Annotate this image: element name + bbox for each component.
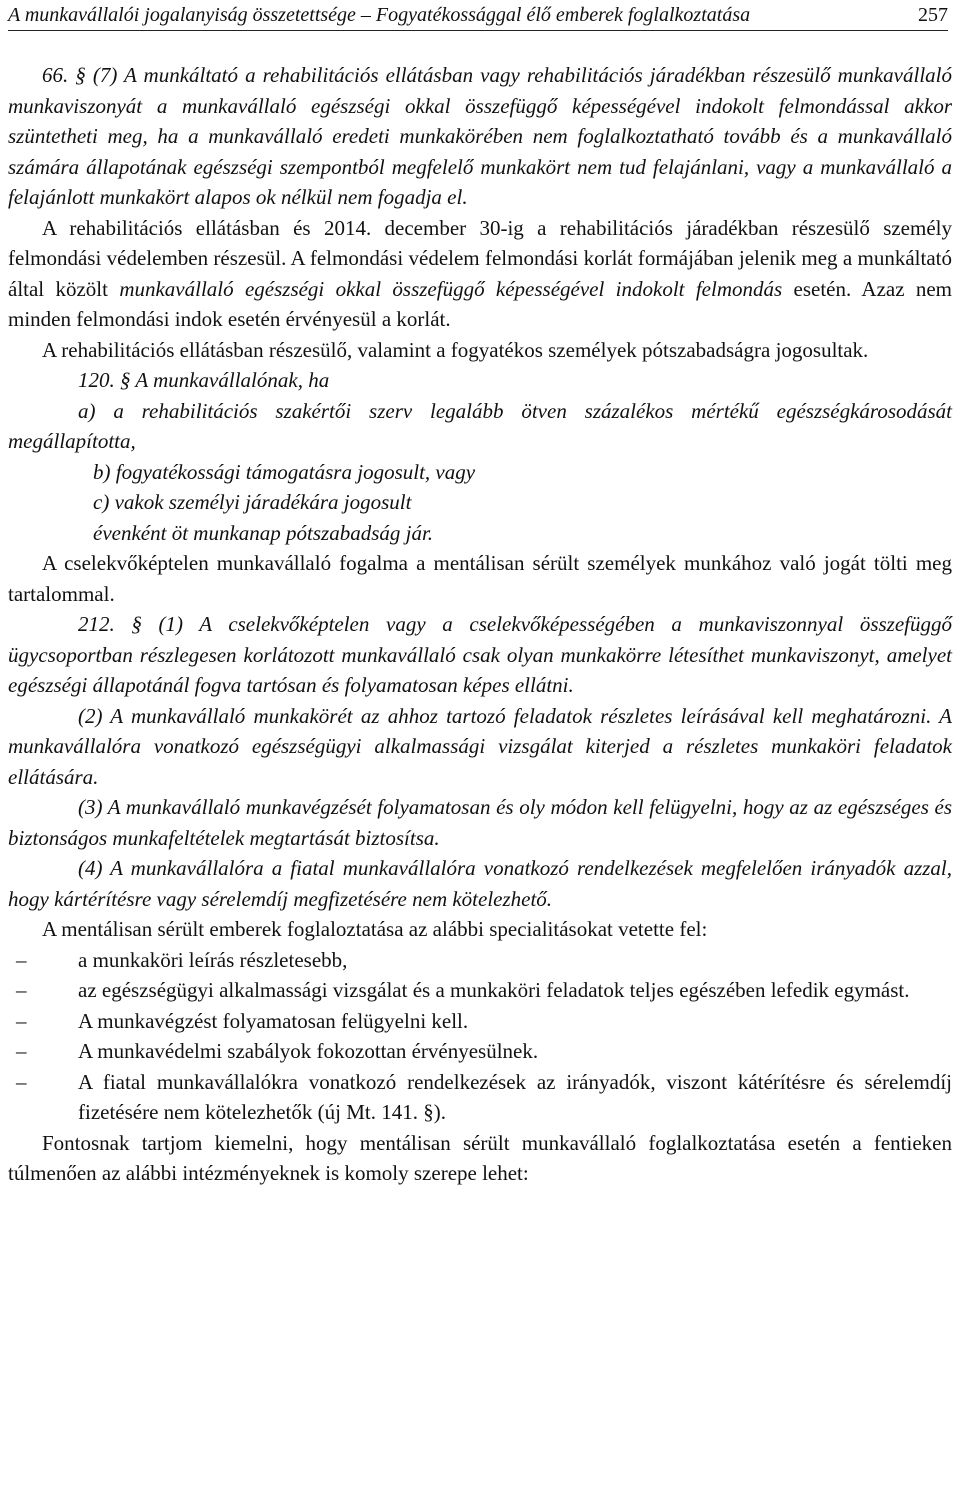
dash-marker: – [16, 978, 27, 1002]
list-item [8, 975, 952, 1006]
quote-paragraph-212-1: 212. § (1) A cselekvőképtelen vagy a cselekvőképességében a munkaviszonnyal összefüggő ügycsoportban részlegesen korlátozott munkavállaló csak olyan munkakörre létesíthet munkaviszonyt, amelyet egészségi állapotánál fogva tartósan és folyamatosan képes ellátni. [8, 612, 952, 697]
running-header [8, 2, 948, 31]
list-item-text: A fiatal munkavállalókra vonatkozó rendelkezések az irányadók, viszont kátérítésre és sérelemdíj fizetésére nem kötelezhetők (új Mt. 141. §). [78, 1069, 952, 1124]
list-item [8, 1036, 952, 1067]
quote-item-a: a) a rehabilitációs szakértői szerv legalább ötven százalékos mértékű egészségkárosodását megállapította, [8, 398, 952, 453]
quote-paragraph-212-3: (3) A munkavállaló munkavégzését folyamatosan és oly módon kell felügyelni, hogy az az egészséges és biztonságos munkafeltételek megtartását biztosítsa. [8, 795, 952, 850]
quote-paragraph-212-4: (4) A munkavállalóra a fiatal munkavállalóra vonatkozó rendelkezések megfelelően irányadók azzal, hogy kártérítésre vagy sérelemdíj megfizetésére nem kötelezhető. [8, 856, 952, 911]
page-number: 257 [918, 4, 948, 26]
paragraph-extra-leave: A rehabilitációs ellátásban részesülő, valamint a fogyatékos személyek pótszabadságra jogosultak. [42, 337, 869, 362]
body-text [8, 60, 952, 1189]
dash-marker: – [16, 947, 27, 972]
header-title: A munkavállalói jogalanyiság összetettsége – Fogyatékossággal élő emberek foglalkoztatása [8, 4, 751, 26]
italic-term: munkavállaló egészségi okkal összefüggő képességével indokolt felmondás [119, 276, 783, 301]
dash-marker: – [16, 1069, 27, 1094]
list-item-text: A munkavédelmi szabályok fokozottan érvényesülnek. [78, 1039, 539, 1063]
dash-marker: – [16, 1039, 27, 1063]
paragraph-specialities-intro: A mentálisan sérült emberek foglaloztatása az alábbi specialitásokat vetette fel: [42, 917, 708, 941]
quote-paragraph-120: 120. § A munkavállalónak, ha [78, 368, 330, 392]
quote-paragraph-66-7: 66. § (7) A munkáltató a rehabilitációs ellátásban vagy rehabilitációs járadékban részesülő munkavállaló munkaviszonyát a munkavállaló egészségi okkal összefüggő képességével indokolt felmondással akkor szüntetheti meg, ha a munkavállaló eredeti munkakörében nem foglalkoztatható tovább és a munkavállaló számára állapotának egészségi szempontból megfelelő munkakört nem tud felajánlani, vagy a munkavállaló a felajánlott munkakört alapos ok nélkül nem fogadja el. [8, 63, 952, 209]
text-segment: esetén. Azaz nem minden felmondási indok esetén érvényesül a korlát. [8, 276, 953, 331]
list-item-text: a munkaköri leírás részletesebb, [78, 947, 348, 972]
quote-item-b: b) fogyatékossági támogatásra jogosult, vagy [93, 459, 476, 484]
paragraph-closing: Fontosnak tartjom kiemelni, hogy mentálisan sérült munkavállaló foglalkoztatása esetén a fentieken túlmenően az alábbi intézményeknek is komoly szerepe lehet: [8, 1130, 952, 1185]
paragraph-incapacitated: A cselekvőképtelen munkavállaló fogalma a mentálisan sérült személyek munkához való jogát tölti meg tartalommal. [8, 551, 952, 606]
list-item [8, 1006, 952, 1037]
quote-paragraph-212-2: (2) A munkavállaló munkakörét az ahhoz tartozó feladatok részletes leírásával kell meghatározni. A munkavállalóra vonatkozó egészségügyi alkalmassági vizsgálat kiterjed a részletes munkaköri feladatok ellátására. [8, 703, 952, 789]
dash-marker: – [16, 1008, 27, 1033]
text-segment: A rehabilitációs ellátásban és 2014. december 30-ig a rehabilitációs járadékban részesülő személy felmondási védelemben részesül. A felmondási védelem felmondási korlát formájában jelenik meg a munkáltató által közölt [8, 215, 952, 301]
quote-item-c: c) vakok személyi járadékára jogosult [93, 490, 412, 514]
paragraph-dismissal-protection [8, 213, 952, 335]
list-item [8, 1067, 952, 1128]
specialities-list [8, 945, 952, 1128]
list-item [8, 945, 952, 976]
quote-conclusion: évenként öt munkanap pótszabadság jár. [93, 520, 434, 545]
list-item-text: az egészségügyi alkalmassági vizsgálat és a munkaköri feladatok teljes egészében lefedik egymást. [78, 978, 910, 1002]
list-item-text: A munkavégzést folyamatosan felügyelni kell. [78, 1008, 469, 1033]
